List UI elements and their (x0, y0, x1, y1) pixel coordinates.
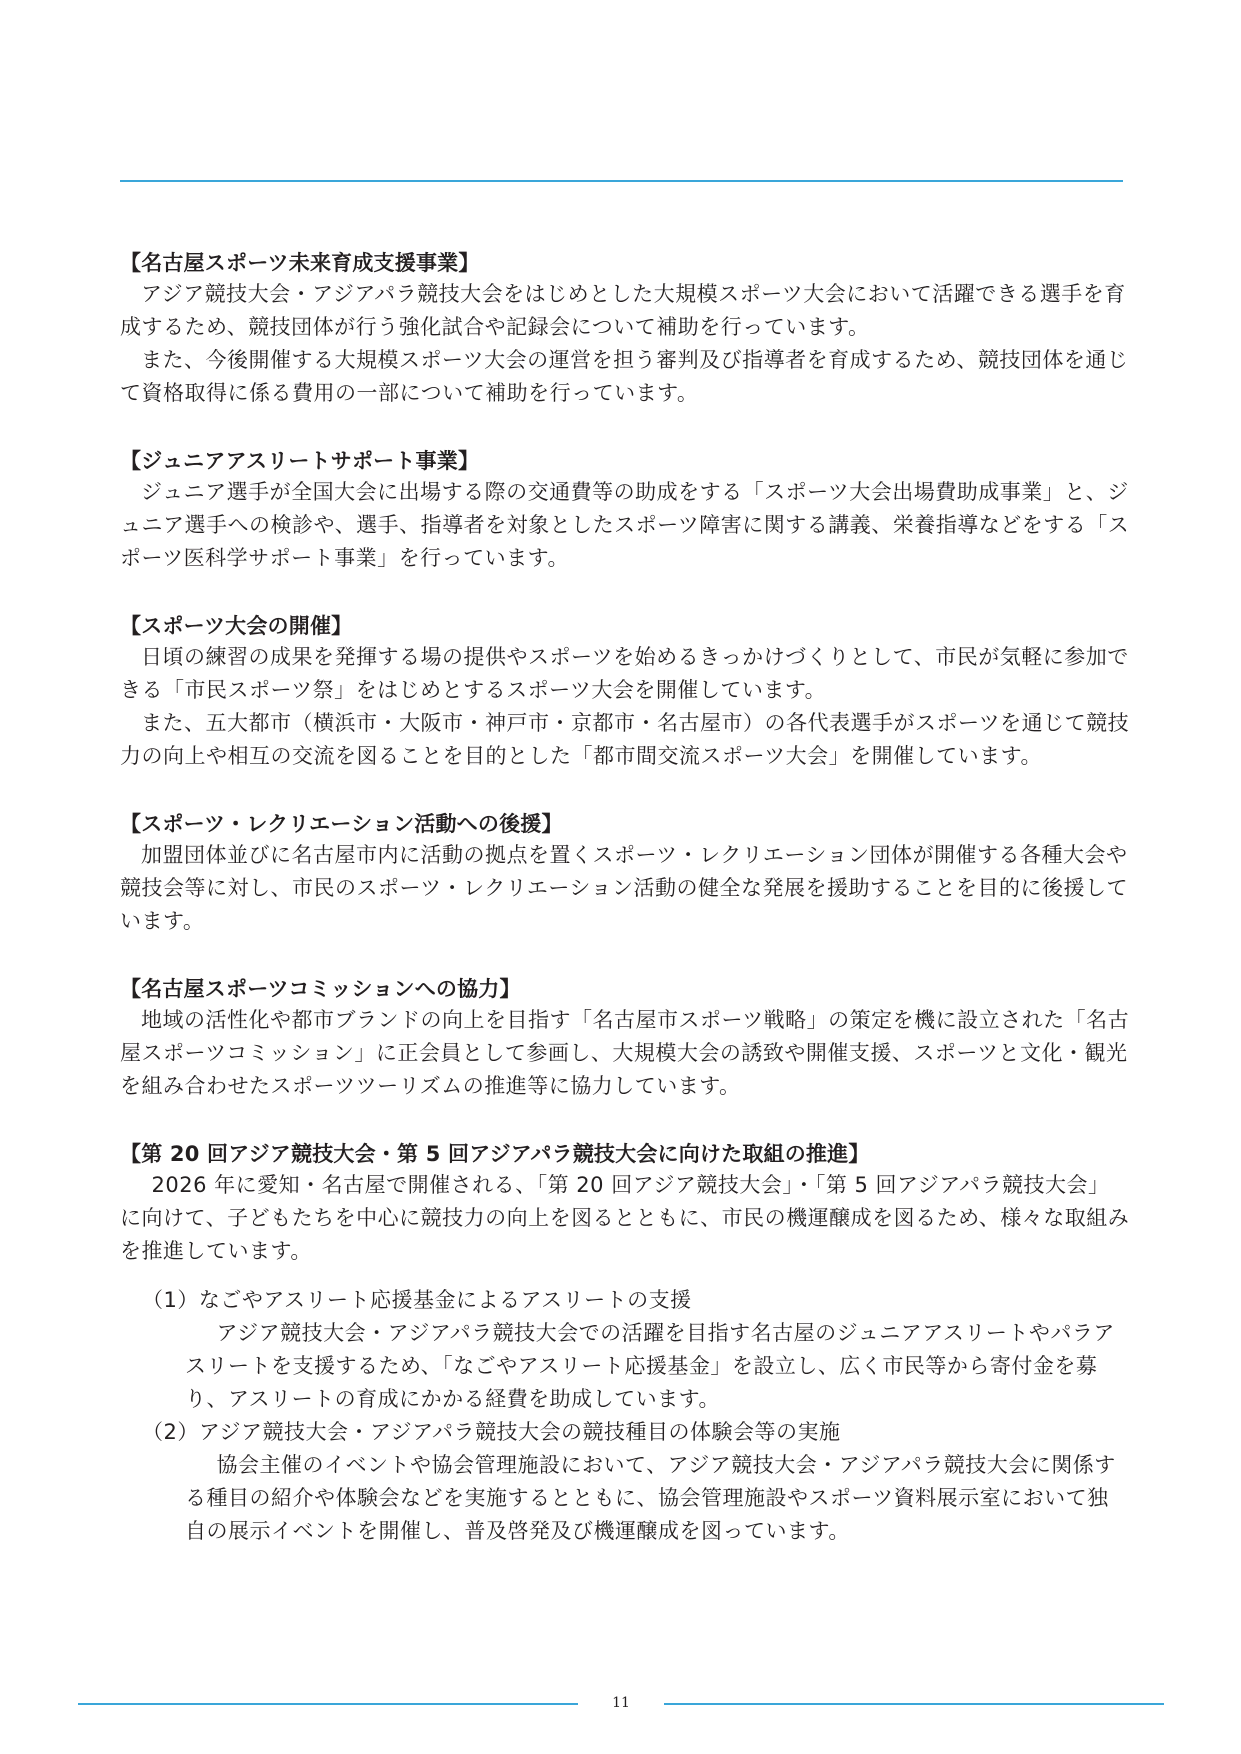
document-body (120, 248, 1130, 1584)
header-rule (120, 180, 1123, 182)
section-sports-commission (120, 974, 1130, 1103)
section-paragraph: 地域の活性化や都市ブランドの向上を目指す「名古屋市スポーツ戦略」の策定を機に設立された「名古屋スポーツコミッション」に正会員として参画し、大規模大会の誘致や開催支援、スポーツと文化・観光を組み合わせたスポーツツーリズムの推進等に協力しています。 (120, 1008, 1130, 1098)
list-item-heading: （1）なごやアスリート応援基金によるアスリートの支援 (142, 1288, 692, 1312)
section-future-athlete-support (120, 248, 1130, 410)
footer-rule-right (664, 1703, 1164, 1705)
section-title: 【スポーツ・レクリエーション活動への後援】 (120, 812, 563, 836)
section-title: 【第 20 回アジア競技大会・第 5 回アジアパラ競技大会に向けた取組の推進】 (120, 1142, 870, 1166)
section-paragraph: 加盟団体並びに名古屋市内に活動の拠点を置くスポーツ・レクリエーション団体が開催する各種大会や競技会等に対し、市民のスポーツ・レクリエーション活動の健全な発展を援助することを目的に後援しています。 (120, 843, 1128, 933)
section-paragraph: アジア競技大会・アジアパラ競技大会をはじめとした大規模スポーツ大会において活躍できる選手を育成するため、競技団体が行う強化試合や記録会について補助を行っています。 (120, 282, 1126, 339)
section-title: 【ジュニアアスリートサポート事業】 (120, 449, 480, 473)
section-paragraph: また、五大都市（横浜市・大阪市・神戸市・京都市・名古屋市）の各代表選手がスポーツを通じて競技力の向上や相互の交流を図ることを目的とした「都市間交流スポーツ大会」を開催しています。 (120, 711, 1130, 768)
list-item (142, 1284, 1130, 1416)
section-junior-athlete-support (120, 446, 1130, 575)
section-title: 【スポーツ大会の開催】 (120, 614, 353, 638)
footer-rule-left (78, 1703, 578, 1705)
numbered-list (120, 1284, 1130, 1548)
section-paragraph: 日頃の練習の成果を発揮する場の提供やスポーツを始めるきっかけづくりとして、市民が気軽に参加できる「市民スポーツ祭」をはじめとするスポーツ大会を開催しています。 (120, 645, 1129, 702)
list-item-body: アジア競技大会・アジアパラ競技大会での活躍を目指す名古屋のジュニアアスリートやパラアスリートを支援するため、「なごやアスリート応援基金」を設立し、広く市民等から寄付金を募り、アスリートの育成にかかる経費を助成しています。 (185, 1321, 1115, 1411)
list-item-body: 協会主催のイベントや協会管理施設において、アジア競技大会・アジアパラ競技大会に関係する種目の紹介や体験会などを実施するとともに、協会管理施設やスポーツ資料展示室において独自の展示イベントを開催し、普及啓発及び機運醸成を図っています。 (185, 1453, 1116, 1543)
page-number: 11 (612, 1695, 630, 1711)
section-paragraph: また、今後開催する大規模スポーツ大会の運営を担う審判及び指導者を育成するため、競技団体を通じて資格取得に係る費用の一部について補助を行っています。 (120, 348, 1129, 405)
section-paragraph: ジュニア選手が全国大会に出場する際の交通費等の助成をする「スポーツ大会出場費助成事業」と、ジュニア選手への検診や、選手、指導者を対象としたスポーツ障害に関する講義、栄養指導などをする「スポーツ医科学サポート事業」を行っています。 (120, 480, 1130, 570)
section-recreation-sponsorship (120, 809, 1130, 938)
section-title: 【名古屋スポーツコミッションへの協力】 (120, 977, 521, 1001)
section-asian-games-initiatives (120, 1139, 1130, 1548)
list-item (142, 1416, 1130, 1548)
list-item-heading: （2）アジア競技大会・アジアパラ競技大会の競技種目の体験会等の実施 (142, 1420, 841, 1444)
section-title: 【名古屋スポーツ未来育成支援事業】 (120, 251, 480, 275)
section-paragraph: 2026 年に愛知・名古屋で開催される、「第 20 回アジア競技大会」・「第 5 回アジアパラ競技大会」に向けて、子どもたちを中心に競技力の向上を図るとともに、市民の機運醸成を図るため、様々な取組みを推進しています。 (120, 1173, 1130, 1263)
section-sports-events (120, 611, 1130, 773)
